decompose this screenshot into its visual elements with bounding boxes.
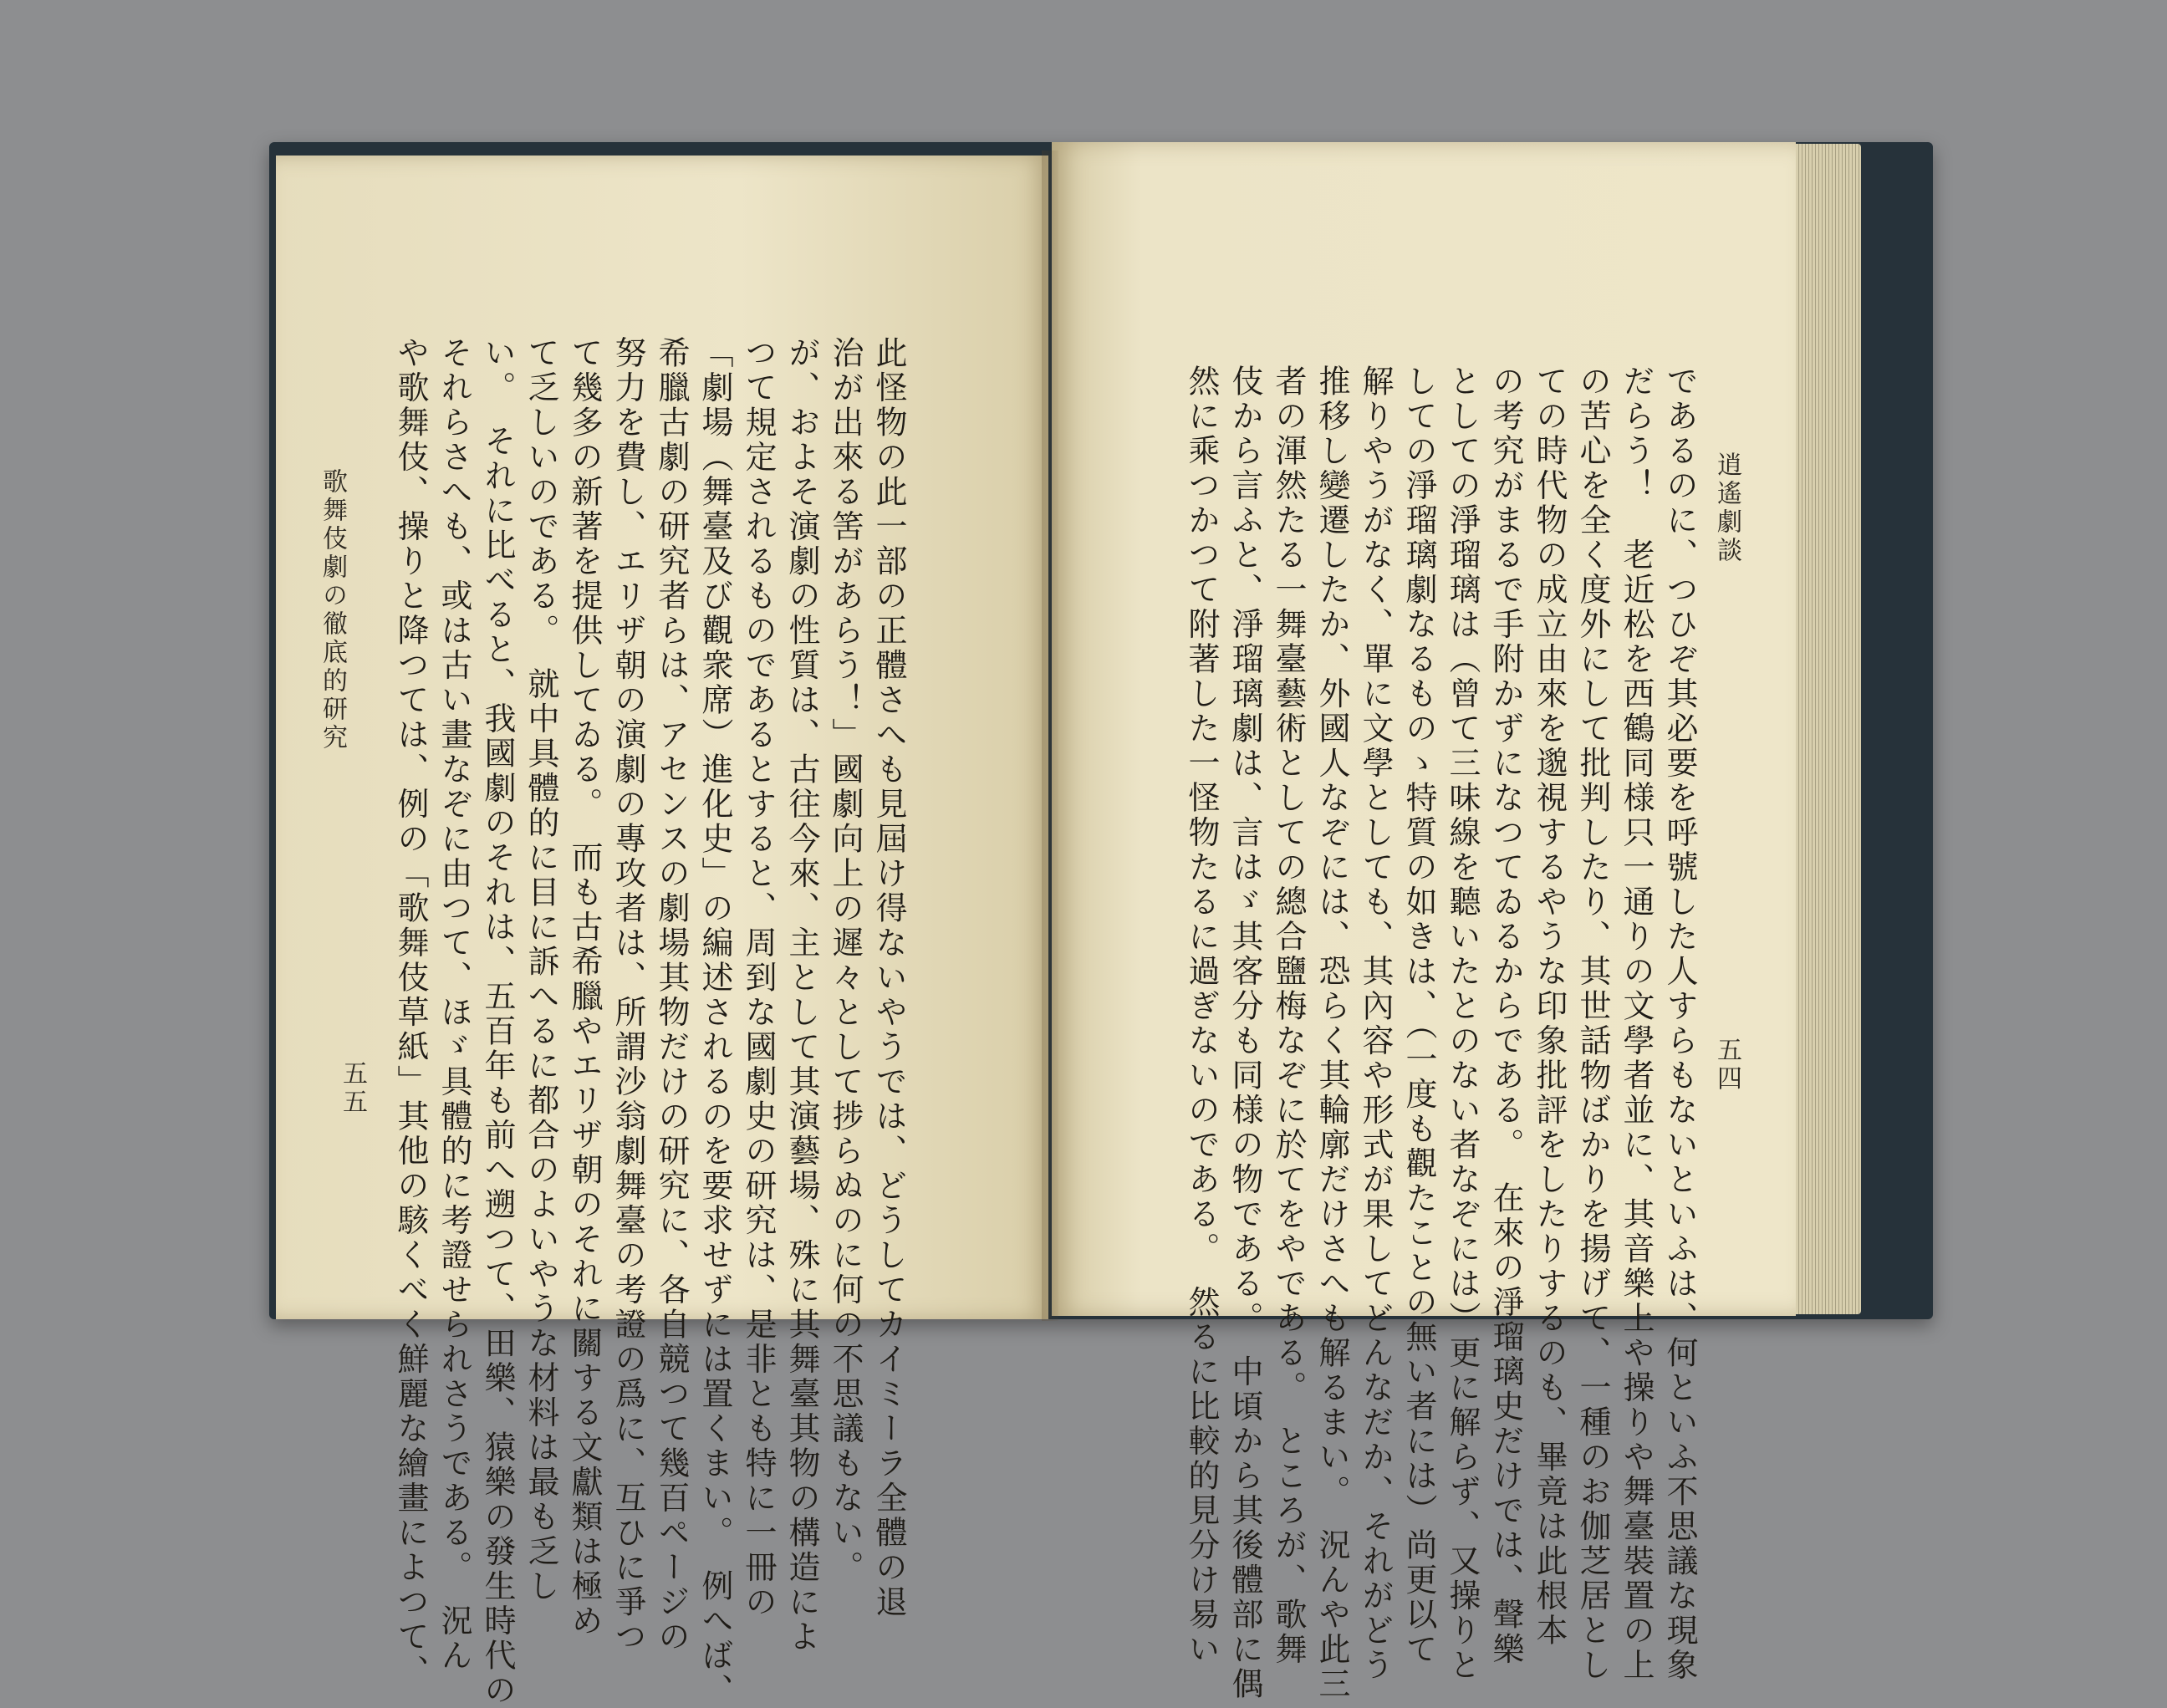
- text-line: しての淨瑠璃劇なるものゝ特質の如きは、（一度も觀たことの無い者には）尚更以て: [1400, 365, 1437, 1667]
- text-line: 然に乘つかつて附著した一怪物たるに過ぎないのである。 然るに比較的見分け易い: [1183, 365, 1220, 1667]
- text-line: それらさへも、或は古い畫なぞに由つて、ほゞ具體的に考證せられさうである。 況ん: [436, 336, 472, 1674]
- running-footer: 歌舞伎劇の徹底的研究: [318, 468, 347, 752]
- text-line: だらう！ 老近松を西鶴同様只一通りの文學者並に、其音樂上や操りや舞臺裝置の上: [1618, 365, 1655, 1683]
- page-number-right: 五四: [1712, 1037, 1741, 1094]
- text-line: 治が出來る筈があらう！」國劇向上の遲々として捗らぬのに何の不思議もない。: [827, 336, 864, 1585]
- text-line: て乏しいのである。 就中具體的に目に訴へるに都合のよいやうな材料は最も乏し: [523, 336, 559, 1604]
- text-line: 「劇場（舞臺及び觀衆席）進化史」の編述されるのを要求せずには置くまい。 例へば、: [696, 336, 733, 1708]
- running-header: 逍遙劇談: [1712, 451, 1741, 565]
- text-line: つて規定されるものであるとすると、周到な國劇史の研究は、是非とも特に一冊の: [740, 336, 777, 1620]
- text-line: 努力を費し、エリザ朝の演劇の專攻者は、所謂沙翁劇舞臺の考證の爲に、互ひに爭つ: [609, 336, 646, 1654]
- text-line: 希臘古劇の研究者らは、アセンスの劇場其物だけの研究に、各自競つて幾百ページの: [653, 336, 690, 1654]
- text-line: であるのに、つひぞ其必要を呼號した人すらもないといふは、何といふ不思議な現象: [1661, 365, 1698, 1683]
- text-line: て幾多の新著を提供してゐる。 而も古希臘やエリザ朝のそれに關する文獻類は極め: [566, 336, 603, 1639]
- text-line: 此怪物の此一部の正體さへも見屆け得ないやうでは、どうしてカイミーラ全體の退: [870, 336, 907, 1620]
- gutter-shadow: [1042, 150, 1058, 1321]
- text-line: 者の渾然たる一舞臺藝術としての總合鹽梅なぞに於てをやである。 ところが、歌舞: [1270, 365, 1307, 1667]
- text-line: 推移し變遷したか、外國人なぞには、恐らく其輪廓だけさへも解るまい。 況んや此三: [1313, 365, 1350, 1702]
- text-line: の苦心を全く度外にして批判したり、其世話物ばかりを揚げて、一種のお伽芝居とし: [1574, 365, 1611, 1683]
- page-edges: [1789, 144, 1861, 1314]
- text-line: い。 それに比べると、我國劇のそれは、五百年も前へ遡つて、田樂、猿樂の發生時代の: [479, 336, 516, 1708]
- text-line: 解りやうがなく、單に文學としても、其內容や形式が果してどんなだか、それがどう: [1357, 365, 1394, 1683]
- text-line: ての時代物の成立由來を邈視するやうな印象批評をしたりするのも、畢竟は此根本: [1531, 365, 1568, 1649]
- text-line: や歌舞伎、操りと降つては、例の「歌舞伎草紙」其他の駭くべく鮮麗な繪畫によつて、: [392, 336, 429, 1690]
- text-line: が、およそ演劇の性質は、古往今來、主として其演藝場、殊に其舞臺其物の構造によ: [783, 336, 820, 1654]
- text-line: の考究がまるで手附かずになつてゐるからである。 在來の淨瑠璃史だけでは、聲樂: [1487, 365, 1524, 1667]
- text-line: としての淨瑠璃は（曾て三味線を聽いたとのない者なぞには）更に解らず、又操りと: [1444, 365, 1481, 1683]
- text-line: 伎から言ふと、淨瑠璃劇は、言はゞ其客分も同様の物である。 中頃から其後體部に偶: [1226, 365, 1263, 1702]
- page-number-left: 五五: [338, 1060, 367, 1117]
